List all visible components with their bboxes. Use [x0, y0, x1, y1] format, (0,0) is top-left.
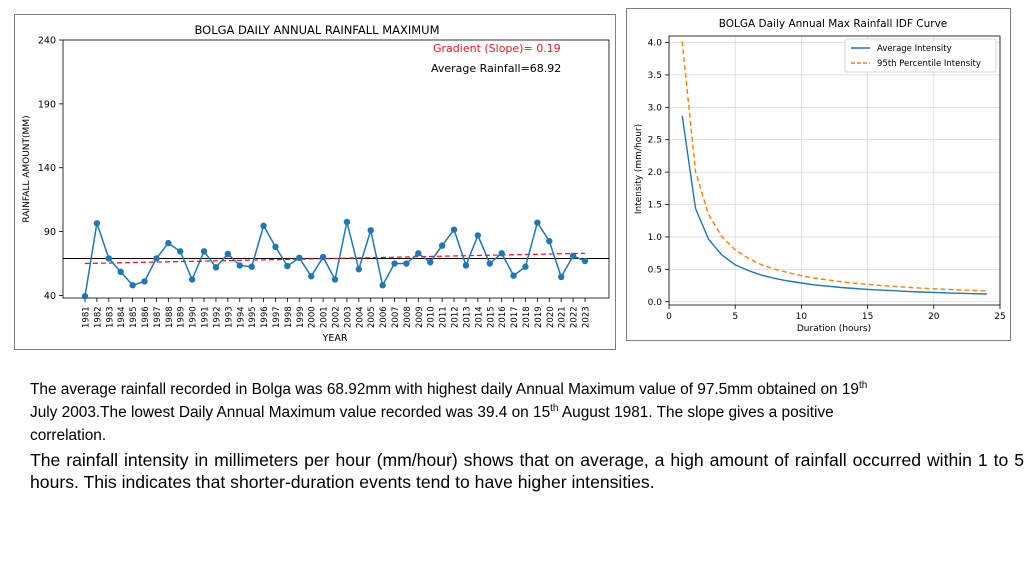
x-tick-label: 2000 — [307, 306, 318, 328]
y-tick-label: 240 — [37, 35, 56, 47]
x-tick-label: 2009 — [414, 306, 425, 328]
x-tick-label: 1982 — [93, 306, 104, 328]
x-tick-label: 2015 — [486, 306, 497, 328]
rainfall-point — [237, 262, 243, 268]
y-tick-label: 1.0 — [647, 232, 662, 243]
x-tick-label: 1985 — [129, 306, 140, 328]
rainfall-point — [368, 227, 374, 233]
y-tick-label: 0.0 — [647, 297, 662, 308]
rainfall-point — [201, 248, 207, 254]
caption-paragraph-1 — [30, 378, 1024, 447]
x-tick-label: 1991 — [200, 306, 211, 328]
x-tick-label: 2021 — [557, 306, 568, 328]
caption-superscript: th — [550, 403, 559, 414]
rainfall-point — [225, 251, 231, 257]
x-tick-label: 15 — [861, 312, 874, 322]
rainfall-point — [403, 260, 409, 266]
y-axis-label: RAINFALL AMOUNT(MM) — [22, 115, 32, 223]
rainfall-point — [487, 260, 493, 266]
rainfall-point — [546, 238, 552, 244]
legend-label-95th: 95th Percentile Intensity — [877, 59, 981, 69]
x-tick-label: 1990 — [188, 306, 199, 328]
x-tick-label: 20 — [928, 312, 940, 322]
x-tick-label: 1997 — [271, 306, 282, 328]
caption-text: August 1981. The slope gives a positive — [558, 404, 834, 421]
x-tick-label: 2023 — [581, 306, 592, 328]
rainfall-point — [106, 255, 112, 261]
caption-text: correlation. — [30, 427, 107, 444]
y-tick-label: 2.5 — [647, 135, 662, 146]
x-tick-label: 2011 — [438, 306, 449, 328]
x-tick-label: 2005 — [367, 306, 378, 328]
rainfall-point — [356, 266, 362, 272]
y-tick-label: 0.5 — [647, 265, 662, 276]
rainfall-point — [248, 264, 254, 270]
rainfall-point — [320, 254, 326, 260]
percentile-95-intensity-line — [682, 41, 987, 291]
x-tick-label: 1989 — [176, 306, 187, 328]
x-tick-label: 1995 — [248, 306, 259, 328]
rainfall-point — [165, 240, 171, 246]
x-tick-label: 1992 — [212, 306, 223, 328]
rainfall-point — [129, 282, 135, 288]
x-axis-label: YEAR — [322, 333, 348, 344]
rainfall-point — [439, 242, 445, 248]
average-annotation: Average Rainfall=68.92 — [431, 62, 562, 75]
x-tick-label: 25 — [994, 312, 1006, 322]
x-tick-label: 2014 — [474, 306, 485, 328]
chart-title: BOLGA DAILY ANNUAL RAINFALL MAXIMUM — [194, 23, 440, 37]
x-tick-label: 1987 — [152, 306, 163, 328]
rainfall-point — [260, 223, 266, 229]
x-tick-label: 1996 — [260, 306, 271, 328]
rainfall-point — [118, 269, 124, 275]
x-tick-label: 2013 — [462, 306, 473, 328]
idf-curve-chart — [627, 9, 1012, 342]
x-tick-label: 2017 — [510, 306, 521, 328]
x-tick-label: 2010 — [426, 306, 437, 328]
y-tick-label: 1.5 — [647, 200, 662, 211]
rainfall-point — [332, 276, 338, 282]
rainfall-maximum-chart-panel — [14, 14, 616, 350]
legend-label-average: Average Intensity — [877, 44, 952, 54]
rainfall-point — [534, 219, 540, 225]
x-tick-label: 2022 — [569, 306, 580, 328]
x-tick-label: 2003 — [343, 306, 354, 328]
chart-title: BOLGA Daily Annual Max Rainfall IDF Curve — [718, 18, 948, 30]
rainfall-point — [475, 232, 481, 238]
x-axis-label: Duration (hours) — [796, 324, 872, 334]
gradient-annotation: Gradient (Slope)= 0.19 — [433, 42, 561, 55]
rainfall-point — [296, 255, 302, 261]
x-tick-label: 1984 — [117, 306, 128, 328]
y-tick-label: 40 — [43, 290, 56, 302]
x-tick-label: 2004 — [355, 306, 366, 328]
x-tick-label: 1993 — [224, 306, 235, 328]
rainfall-point — [153, 255, 159, 261]
x-tick-label: 0 — [666, 312, 672, 322]
rainfall-point — [379, 282, 385, 288]
rainfall-point — [463, 262, 469, 268]
rainfall-point — [177, 248, 183, 254]
x-tick-label: 2008 — [402, 306, 413, 328]
y-tick-label: 190 — [37, 99, 56, 111]
rainfall-point — [415, 250, 421, 256]
rainfall-point — [582, 258, 588, 264]
idf-curve-chart-panel — [626, 8, 1011, 341]
rainfall-point — [94, 220, 100, 226]
rainfall-point — [189, 276, 195, 282]
x-tick-label: 10 — [795, 312, 808, 322]
x-tick-label: 1981 — [81, 306, 92, 328]
x-tick-label: 2007 — [391, 306, 402, 328]
rainfall-series-line — [85, 222, 585, 296]
caption-paragraph-2: The rainfall intensity in millimeters per hour (mm/hour) shows that on average, a high amount of rainfall occurred within 1 to 5 hours. This indicates that shorter-duration events tend to have higher intensities. — [30, 450, 1024, 492]
plot-frame — [669, 36, 1000, 305]
y-tick-label: 2.0 — [647, 168, 662, 179]
x-tick-label: 1994 — [236, 306, 247, 328]
rainfall-point — [213, 264, 219, 270]
rainfall-point — [558, 274, 564, 280]
x-tick-label: 1999 — [295, 306, 306, 328]
rainfall-point — [284, 263, 290, 269]
caption-text: The average rainfall recorded in Bolga was 68.92mm with highest daily Annual Maximum value of 97.5mm obtained on 19 — [30, 381, 859, 398]
rainfall-point — [82, 293, 88, 299]
legend — [845, 39, 996, 72]
rainfall-point — [510, 272, 516, 278]
rainfall-maximum-chart — [15, 15, 617, 351]
rainfall-point — [427, 259, 433, 265]
y-tick-label: 4.0 — [647, 38, 662, 49]
rainfall-point — [391, 260, 397, 266]
y-tick-label: 140 — [37, 163, 56, 175]
y-tick-label: 90 — [43, 227, 56, 239]
rainfall-point — [451, 226, 457, 232]
y-tick-label: 3.5 — [647, 70, 662, 81]
x-tick-label: 2002 — [331, 306, 342, 328]
rainfall-point — [522, 264, 528, 270]
x-tick-label: 1986 — [141, 306, 152, 328]
caption-superscript: th — [859, 380, 868, 391]
x-tick-label: 1988 — [164, 306, 175, 328]
x-tick-label: 1983 — [105, 306, 116, 328]
x-tick-label: 2020 — [545, 306, 556, 328]
x-tick-label: 2018 — [521, 306, 532, 328]
rainfall-point — [141, 278, 147, 284]
rainfall-point — [308, 273, 314, 279]
rainfall-point — [344, 219, 350, 225]
caption-text: July 2003.The lowest Daily Annual Maximum value recorded was 39.4 on 15 — [30, 404, 551, 421]
x-tick-label: 2016 — [498, 306, 509, 328]
x-tick-label: 2001 — [319, 306, 330, 328]
x-tick-label: 5 — [732, 312, 739, 322]
x-tick-label: 2012 — [450, 306, 461, 328]
rainfall-point — [498, 250, 504, 256]
x-tick-label: 1998 — [283, 306, 294, 328]
y-tick-label: 3.0 — [647, 103, 662, 114]
rainfall-point — [272, 244, 278, 250]
x-tick-label: 2019 — [533, 306, 544, 328]
rainfall-point — [570, 253, 576, 259]
y-axis-label: Intensity (mm/hour) — [634, 123, 644, 215]
x-tick-label: 2006 — [379, 306, 390, 328]
